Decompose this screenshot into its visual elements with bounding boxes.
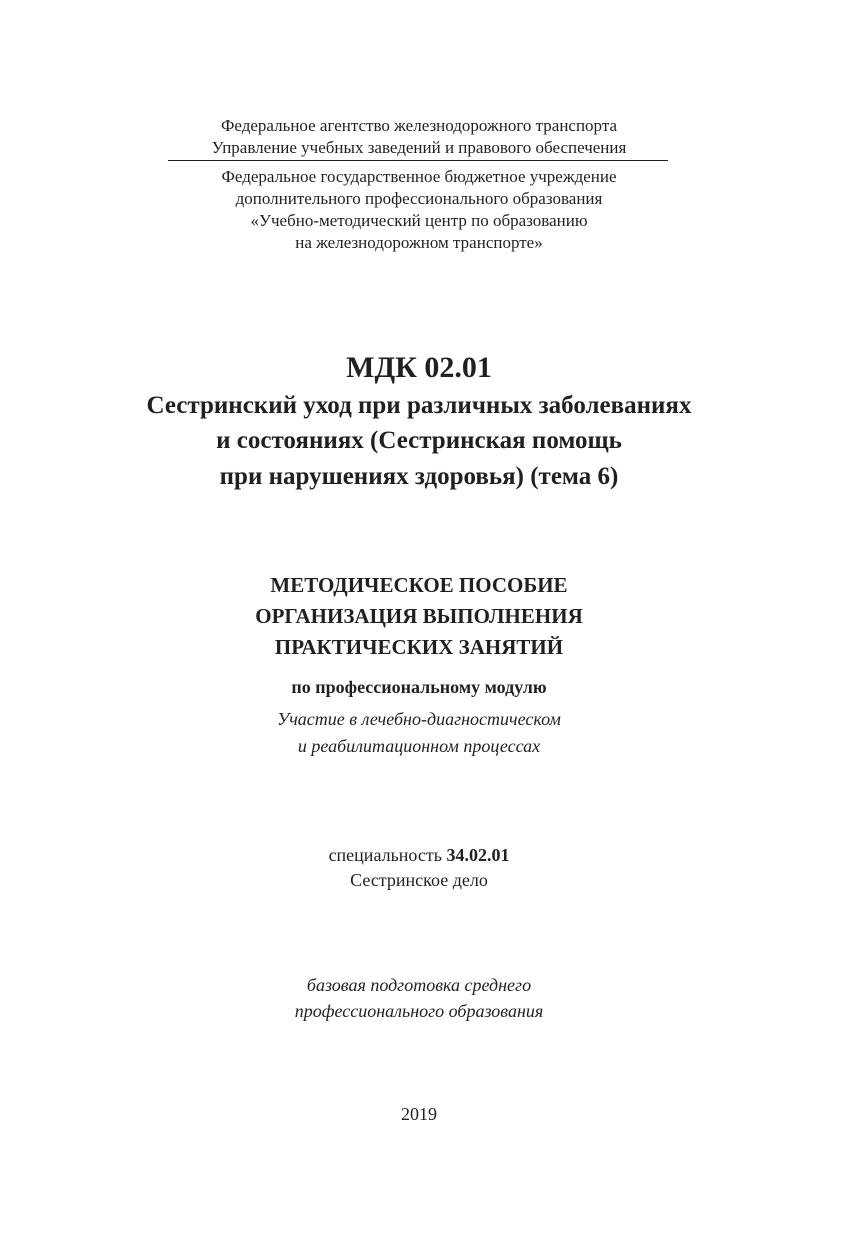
manual-title-line-2: ОРГАНИЗАЦИЯ ВЫПОЛНЕНИЯ [255,604,583,628]
education-level-line-2: профессионального образования [294,1001,544,1021]
course-code: МДК 02.01 [346,351,492,384]
institution-line-4: на железнодорожном транспорте» [295,233,543,252]
module-label: по профессиональному модулю [291,677,547,697]
module-name-line-2: и реабилитационном процессах [297,736,541,756]
manual-title-line-1: МЕТОДИЧЕСКОЕ ПОСОБИЕ [270,573,568,597]
specialty-code: 34.02.01 [446,845,510,865]
course-title-line-3: при нарушениях здоровья) (тема 6) [219,463,619,490]
course-title-line-1: Сестринский уход при различных заболеваниях [146,392,692,419]
specialty-name: Сестринское дело [350,870,488,890]
institution-line-2: дополнительного профессионального образования [235,189,603,208]
education-level-line-1: базовая подготовка среднего [306,975,532,995]
manual-title-line-3: ПРАКТИЧЕСКИХ ЗАНЯТИЙ [274,635,564,659]
institution-line-3: «Учебно-методический центр по образованию [250,211,588,230]
specialty-line [0,843,838,867]
publication-year: 2019 [401,1104,437,1124]
header-divider [168,160,668,161]
institution-line-1: Федеральное государственное бюджетное учреждение [221,167,617,186]
specialty-prefix: специальность [328,845,447,865]
module-name-line-1: Участие в лечебно-диагностическом [277,709,561,729]
agency-name: Федеральное агентство железнодорожного транспорта [220,116,618,135]
agency-department: Управление учебных заведений и правового обеспечения [211,138,627,157]
course-title-line-2: и состояниях (Сестринская помощь [216,427,622,454]
